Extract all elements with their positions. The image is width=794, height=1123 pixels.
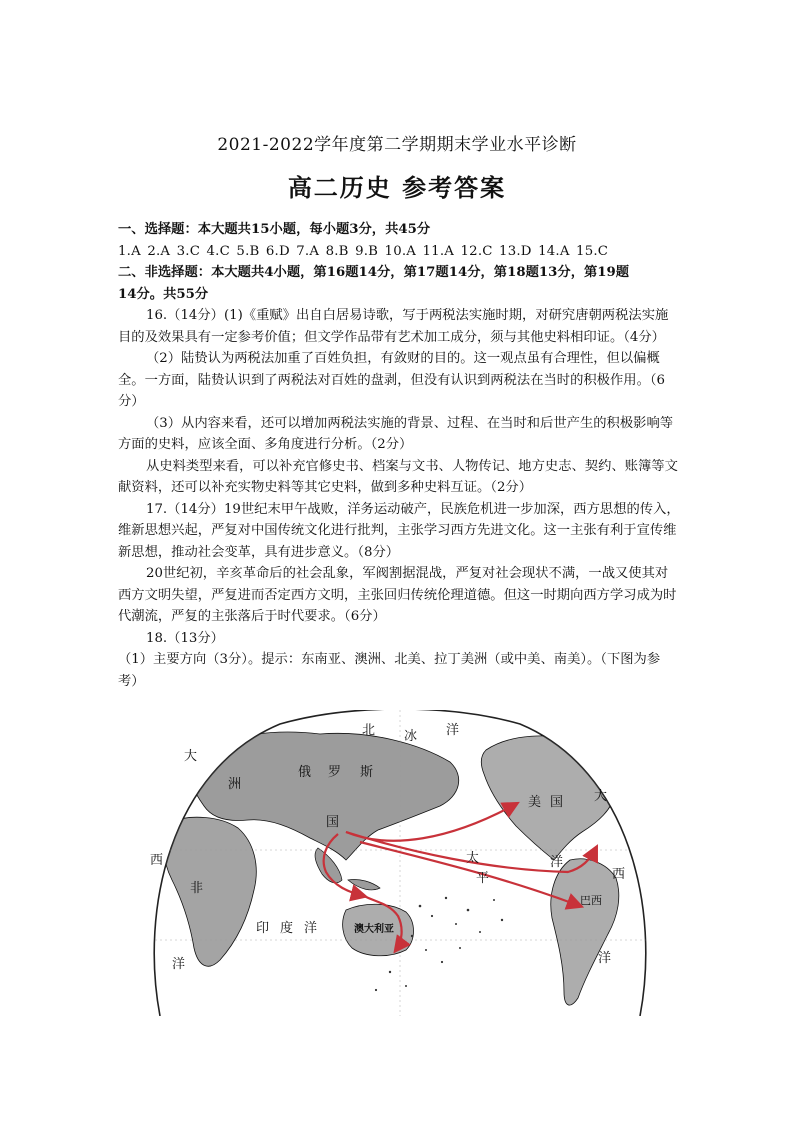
map-label-arctic-1: 北 <box>362 723 376 738</box>
q16-part4: 从史料类型来看，可以补充官修史书、档案与文书、人物传记、地方史志、契约、账簿等文献资料，还可以补充实物史料等其它史料，做到多种史料互证。（2分） <box>118 458 678 495</box>
map-label-europe: 大 <box>184 749 198 764</box>
q16-part1: 16.（14分）(1)《重赋》出自白居易诗歌，写于两税法实施时期，对研究唐朝两税法实施目的及效果具有一定参考价值；但文学作品带有艺术加工成分，须与其他史料相印证。（4分） <box>118 308 669 345</box>
map-south-america <box>551 859 619 1005</box>
map-label-arctic-3: 洋 <box>446 723 460 738</box>
q18-heading: 18.（13分） <box>146 630 224 646</box>
map-label-indian-1: 印 <box>256 921 270 936</box>
map-label-pacific-1: 太 <box>466 851 480 866</box>
section1-heading: 一、选择题：本大题共15小题，每小题3分，共45分 <box>118 222 431 237</box>
map-label-china: 国 <box>326 815 340 830</box>
section2-heading-b: 14分。共55分 <box>118 286 209 302</box>
map-label-pacific-2: 平 <box>476 871 490 886</box>
map-label-indian-2: 度 <box>280 921 294 936</box>
section2-heading-a: 二、非选择题：本大题共4小题，第16题14分，第17题14分，第18题13分，第19题 <box>118 265 630 280</box>
answer-body <box>118 219 680 692</box>
map-label-pacific-3: 洋 <box>550 855 564 870</box>
answer-key-title: 高二历史 参考答案 <box>287 173 507 202</box>
map-label-atlantic-left: 洋 <box>172 957 186 972</box>
q17-part2: 20世纪初，辛亥革命后的社会乱象，军阀割据混战，严复对社会现状不满，一战又使其对西方文明失望，严复进而否定西方文明，主张回归传统伦理道德。但这一时期向西方学习成为时代潮流，严复的主张落后于时代要求。（6分） <box>118 566 677 624</box>
map-label-usa-1: 美 <box>528 795 542 810</box>
q17-part1: 17.（14分）19世纪末甲午战败，洋务运动破产，民族危机进一步加深，西方思想的传入，维新思想兴起，严复对中国传统文化进行批判，主张学习西方先进文化。这一主张有利于宣传维新思想，推动社会变革，具有进步意义。（8分） <box>118 501 680 560</box>
exam-title: 2021-2022学年度第二学期期末学业水平诊断 <box>217 135 577 155</box>
world-map-figure <box>150 710 650 1016</box>
map-label-africa: 非 <box>190 881 204 896</box>
map-label-arctic-2: 冰 <box>404 729 418 744</box>
map-label-usa-2: 国 <box>550 795 564 810</box>
map-label-canada: 大 <box>594 789 608 804</box>
map-label-indian-3: 洋 <box>304 921 318 936</box>
map-label-atlantic-right: 洋 <box>598 951 612 966</box>
map-label-australia: 澳大利亚 <box>354 924 394 935</box>
map-label-west: 西 <box>612 867 626 882</box>
map-label-brazil: 巴西 <box>580 894 602 907</box>
q18-part1: （1）主要方向（3分）。提示：东南亚、澳洲、北美、拉丁美洲（或中美、南美）。（下图为参考） <box>118 652 661 689</box>
q16-part2: （2）陆贽认为两税法加重了百姓负担，有敛财的目的。这一观点虽有合理性，但以偏概全。一方面，陆贽认识到了两税法对百姓的盘剥，但没有认识到两税法在当时的积极作用。（6分） <box>118 351 665 409</box>
map-label-russia-1: 俄 <box>298 765 312 780</box>
map-label-west-left: 西 <box>150 853 164 868</box>
map-africa <box>163 817 256 966</box>
q16-part3: （3）从内容来看，还可以增加两税法实施的背景、过程、在当时和后世产生的积极影响等方面的史料，应该全面、多角度进行分析。（2分） <box>118 415 674 452</box>
map-label-russia-3: 斯 <box>360 765 374 780</box>
mc-answers: 1.A 2.A 3.C 4.C 5.B 6.D 7.A 8.B 9.B 10.A 11.A 12.C 13.D 14.A 15.C <box>118 243 609 259</box>
map-label-russia-2: 罗 <box>328 765 342 780</box>
map-label-asia: 洲 <box>228 777 242 792</box>
